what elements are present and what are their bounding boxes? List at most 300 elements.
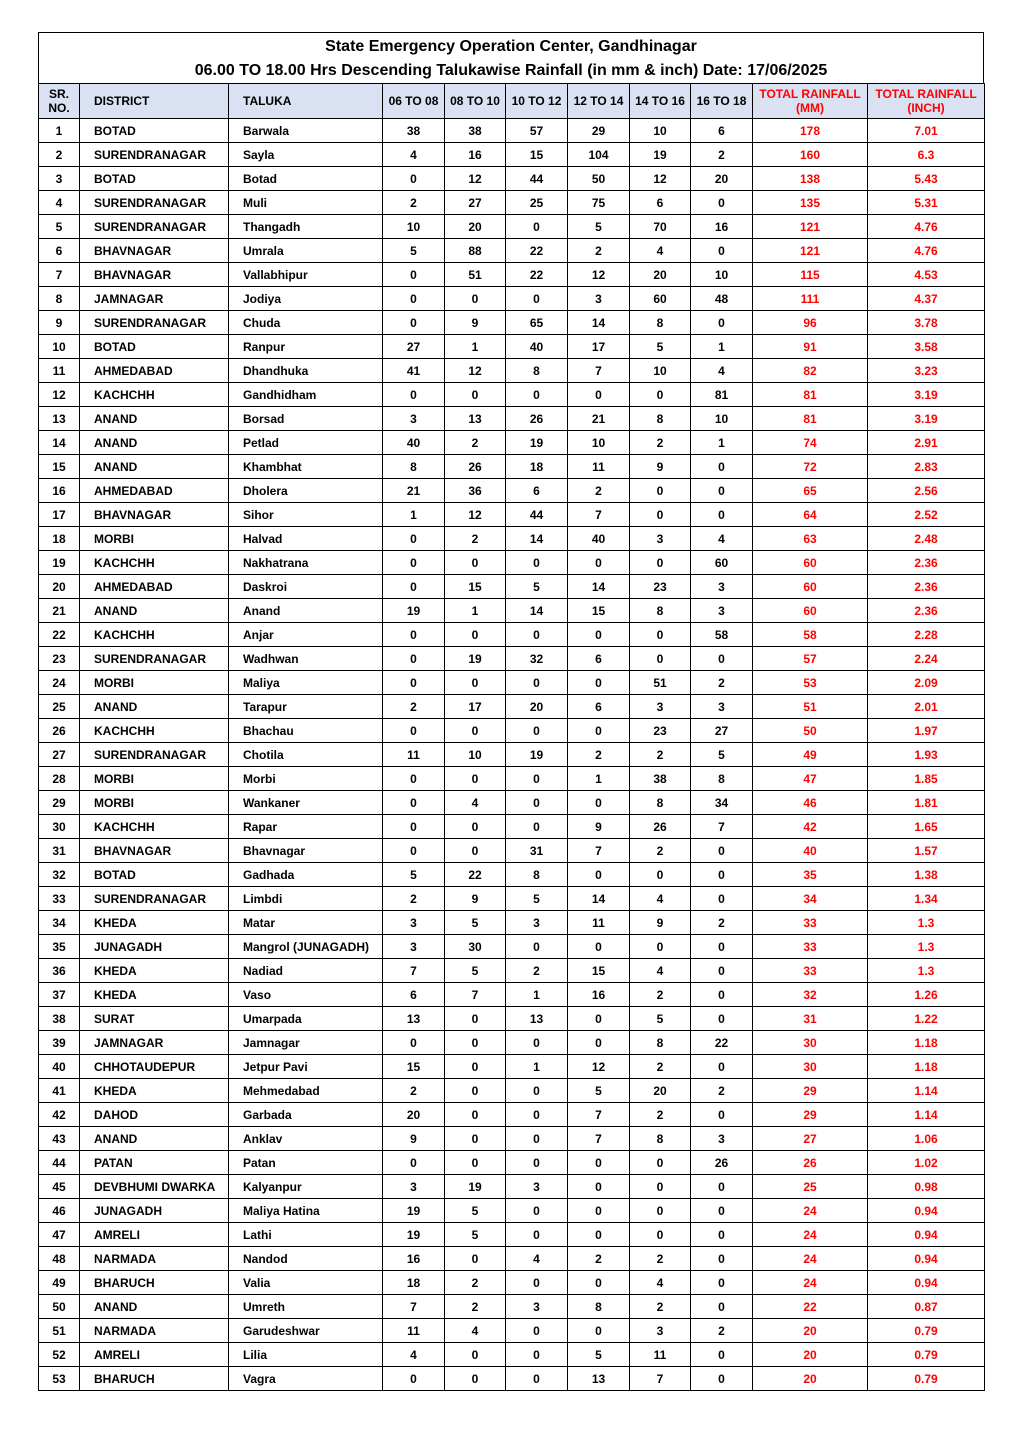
header-taluka: TALUKA: [229, 84, 383, 119]
cell-total-inch: 1.81: [868, 791, 985, 815]
cell-taluka: Umrala: [229, 239, 383, 263]
cell-taluka: Limbdi: [229, 887, 383, 911]
cell-rain-12-14: 12: [568, 263, 630, 287]
table-row: [39, 911, 985, 935]
cell-rain-14-16: 0: [630, 1151, 691, 1175]
cell-rain-16-18: 27: [691, 719, 753, 743]
cell-total-inch: 0.79: [868, 1319, 985, 1343]
cell-rain-16-18: 22: [691, 1031, 753, 1055]
cell-taluka: Wankaner: [229, 791, 383, 815]
cell-total-mm: 30: [753, 1031, 868, 1055]
cell-sr-no: 37: [39, 983, 80, 1007]
cell-rain-10-12: 14: [506, 527, 568, 551]
cell-total-mm: 64: [753, 503, 868, 527]
cell-rain-06-08: 0: [383, 719, 445, 743]
cell-district: SURENDRANAGAR: [80, 887, 229, 911]
cell-rain-06-08: 0: [383, 263, 445, 287]
table-row: [39, 1343, 985, 1367]
cell-total-inch: 1.3: [868, 911, 985, 935]
cell-rain-08-10: 7: [445, 983, 506, 1007]
cell-rain-10-12: 0: [506, 1199, 568, 1223]
cell-sr-no: 8: [39, 287, 80, 311]
cell-total-inch: 2.48: [868, 527, 985, 551]
cell-total-inch: 1.93: [868, 743, 985, 767]
cell-rain-16-18: 2: [691, 911, 753, 935]
cell-total-mm: 51: [753, 695, 868, 719]
cell-rain-14-16: 0: [630, 479, 691, 503]
cell-sr-no: 52: [39, 1343, 80, 1367]
header-16-18: 16 TO 18: [691, 84, 753, 119]
cell-rain-10-12: 20: [506, 695, 568, 719]
cell-rain-16-18: 0: [691, 647, 753, 671]
cell-rain-16-18: 0: [691, 1247, 753, 1271]
cell-rain-10-12: 0: [506, 1151, 568, 1175]
table-row: [39, 839, 985, 863]
cell-total-inch: 6.3: [868, 143, 985, 167]
cell-rain-08-10: 0: [445, 1055, 506, 1079]
cell-rain-16-18: 0: [691, 935, 753, 959]
cell-rain-12-14: 7: [568, 503, 630, 527]
cell-district: BHAVNAGAR: [80, 239, 229, 263]
cell-rain-10-12: 3: [506, 1175, 568, 1199]
cell-rain-12-14: 6: [568, 695, 630, 719]
cell-rain-08-10: 27: [445, 191, 506, 215]
cell-rain-08-10: 0: [445, 671, 506, 695]
cell-district: BOTAD: [80, 335, 229, 359]
cell-rain-06-08: 7: [383, 959, 445, 983]
cell-taluka: Jamnagar: [229, 1031, 383, 1055]
table-row: [39, 1367, 985, 1391]
cell-sr-no: 39: [39, 1031, 80, 1055]
cell-rain-08-10: 0: [445, 1079, 506, 1103]
cell-rain-10-12: 0: [506, 767, 568, 791]
table-row: [39, 935, 985, 959]
cell-taluka: Valia: [229, 1271, 383, 1295]
cell-district: ANAND: [80, 1127, 229, 1151]
cell-taluka: Ranpur: [229, 335, 383, 359]
cell-district: BOTAD: [80, 167, 229, 191]
cell-sr-no: 36: [39, 959, 80, 983]
cell-rain-14-16: 8: [630, 311, 691, 335]
cell-sr-no: 25: [39, 695, 80, 719]
cell-sr-no: 44: [39, 1151, 80, 1175]
cell-rain-14-16: 23: [630, 575, 691, 599]
cell-rain-08-10: 26: [445, 455, 506, 479]
cell-district: DAHOD: [80, 1103, 229, 1127]
cell-rain-16-18: 2: [691, 671, 753, 695]
cell-rain-10-12: 25: [506, 191, 568, 215]
cell-rain-14-16: 8: [630, 1127, 691, 1151]
cell-rain-12-14: 0: [568, 1271, 630, 1295]
cell-rain-12-14: 0: [568, 1223, 630, 1247]
cell-sr-no: 13: [39, 407, 80, 431]
cell-rain-14-16: 11: [630, 1343, 691, 1367]
cell-rain-16-18: 1: [691, 335, 753, 359]
cell-rain-10-12: 0: [506, 671, 568, 695]
cell-rain-14-16: 4: [630, 887, 691, 911]
cell-taluka: Lathi: [229, 1223, 383, 1247]
table-row: [39, 215, 985, 239]
cell-rain-08-10: 0: [445, 383, 506, 407]
cell-rain-16-18: 0: [691, 839, 753, 863]
cell-rain-14-16: 51: [630, 671, 691, 695]
cell-total-mm: 31: [753, 1007, 868, 1031]
table-row: [39, 1295, 985, 1319]
table-row: [39, 575, 985, 599]
cell-rain-10-12: 0: [506, 1031, 568, 1055]
cell-total-mm: 20: [753, 1367, 868, 1391]
cell-taluka: Anand: [229, 599, 383, 623]
cell-rain-16-18: 2: [691, 1079, 753, 1103]
cell-rain-06-08: 0: [383, 839, 445, 863]
cell-sr-no: 4: [39, 191, 80, 215]
cell-rain-14-16: 0: [630, 1199, 691, 1223]
cell-total-mm: 135: [753, 191, 868, 215]
cell-rain-10-12: 0: [506, 1079, 568, 1103]
cell-rain-14-16: 4: [630, 239, 691, 263]
cell-total-inch: 1.14: [868, 1103, 985, 1127]
table-row: [39, 503, 985, 527]
cell-rain-08-10: 51: [445, 263, 506, 287]
cell-taluka: Barwala: [229, 119, 383, 143]
cell-rain-16-18: 0: [691, 503, 753, 527]
cell-taluka: Dholera: [229, 479, 383, 503]
cell-sr-no: 51: [39, 1319, 80, 1343]
cell-rain-14-16: 19: [630, 143, 691, 167]
cell-rain-08-10: 30: [445, 935, 506, 959]
cell-rain-16-18: 3: [691, 695, 753, 719]
cell-total-inch: 1.57: [868, 839, 985, 863]
cell-total-inch: 4.37: [868, 287, 985, 311]
cell-district: BHARUCH: [80, 1271, 229, 1295]
cell-total-inch: 1.02: [868, 1151, 985, 1175]
cell-total-mm: 72: [753, 455, 868, 479]
cell-sr-no: 43: [39, 1127, 80, 1151]
cell-rain-06-08: 2: [383, 887, 445, 911]
cell-district: NARMADA: [80, 1319, 229, 1343]
cell-rain-12-14: 29: [568, 119, 630, 143]
cell-taluka: Sayla: [229, 143, 383, 167]
cell-district: ANAND: [80, 1295, 229, 1319]
cell-rain-06-08: 0: [383, 647, 445, 671]
cell-total-mm: 25: [753, 1175, 868, 1199]
cell-rain-06-08: 0: [383, 311, 445, 335]
cell-rain-16-18: 0: [691, 1103, 753, 1127]
cell-rain-06-08: 0: [383, 383, 445, 407]
table-row: [39, 743, 985, 767]
cell-sr-no: 18: [39, 527, 80, 551]
cell-rain-10-12: 8: [506, 863, 568, 887]
cell-taluka: Rapar: [229, 815, 383, 839]
cell-taluka: Umreth: [229, 1295, 383, 1319]
table-row: [39, 647, 985, 671]
cell-taluka: Morbi: [229, 767, 383, 791]
cell-rain-10-12: 19: [506, 743, 568, 767]
table-row: [39, 1031, 985, 1055]
cell-rain-16-18: 0: [691, 191, 753, 215]
cell-rain-06-08: 0: [383, 287, 445, 311]
cell-rain-12-14: 0: [568, 1031, 630, 1055]
table-row: [39, 1175, 985, 1199]
table-row: [39, 959, 985, 983]
cell-rain-08-10: 12: [445, 167, 506, 191]
cell-rain-12-14: 0: [568, 671, 630, 695]
cell-district: KACHCHH: [80, 383, 229, 407]
cell-total-inch: 2.83: [868, 455, 985, 479]
cell-rain-08-10: 0: [445, 1103, 506, 1127]
cell-total-inch: 1.18: [868, 1031, 985, 1055]
cell-rain-06-08: 19: [383, 599, 445, 623]
cell-district: SURENDRANAGAR: [80, 311, 229, 335]
cell-total-inch: 3.23: [868, 359, 985, 383]
table-row: [39, 455, 985, 479]
cell-rain-08-10: 0: [445, 1007, 506, 1031]
cell-total-mm: 121: [753, 239, 868, 263]
cell-rain-16-18: 0: [691, 863, 753, 887]
cell-rain-12-14: 5: [568, 1343, 630, 1367]
cell-rain-14-16: 70: [630, 215, 691, 239]
cell-district: ANAND: [80, 431, 229, 455]
cell-rain-08-10: 0: [445, 1151, 506, 1175]
cell-taluka: Chotila: [229, 743, 383, 767]
cell-rain-06-08: 0: [383, 1151, 445, 1175]
cell-total-inch: 1.34: [868, 887, 985, 911]
table-row: [39, 1079, 985, 1103]
cell-rain-10-12: 15: [506, 143, 568, 167]
cell-total-inch: 0.87: [868, 1295, 985, 1319]
cell-district: KACHCHH: [80, 719, 229, 743]
table-row: [39, 191, 985, 215]
cell-rain-14-16: 10: [630, 359, 691, 383]
cell-sr-no: 2: [39, 143, 80, 167]
cell-total-mm: 178: [753, 119, 868, 143]
cell-rain-16-18: 0: [691, 1367, 753, 1391]
cell-rain-10-12: 0: [506, 623, 568, 647]
cell-rain-10-12: 32: [506, 647, 568, 671]
cell-sr-no: 1: [39, 119, 80, 143]
cell-rain-06-08: 0: [383, 815, 445, 839]
table-row: [39, 119, 985, 143]
cell-rain-10-12: 22: [506, 263, 568, 287]
cell-rain-08-10: 20: [445, 215, 506, 239]
cell-total-inch: 2.01: [868, 695, 985, 719]
cell-rain-06-08: 19: [383, 1223, 445, 1247]
cell-district: ANAND: [80, 407, 229, 431]
cell-taluka: Umarpada: [229, 1007, 383, 1031]
cell-rain-10-12: 4: [506, 1247, 568, 1271]
cell-rain-08-10: 5: [445, 911, 506, 935]
cell-rain-12-14: 2: [568, 743, 630, 767]
cell-rain-12-14: 0: [568, 1007, 630, 1031]
cell-sr-no: 5: [39, 215, 80, 239]
cell-total-mm: 81: [753, 383, 868, 407]
cell-rain-08-10: 2: [445, 431, 506, 455]
cell-taluka: Mehmedabad: [229, 1079, 383, 1103]
cell-rain-08-10: 36: [445, 479, 506, 503]
cell-district: CHHOTAUDEPUR: [80, 1055, 229, 1079]
report-title: [38, 32, 984, 83]
cell-rain-06-08: 0: [383, 671, 445, 695]
cell-rain-10-12: 1: [506, 1055, 568, 1079]
cell-total-mm: 35: [753, 863, 868, 887]
cell-rain-12-14: 14: [568, 887, 630, 911]
cell-rain-08-10: 0: [445, 1127, 506, 1151]
cell-district: BHAVNAGAR: [80, 263, 229, 287]
cell-rain-16-18: 34: [691, 791, 753, 815]
cell-district: MORBI: [80, 791, 229, 815]
cell-rain-06-08: 0: [383, 527, 445, 551]
cell-rain-12-14: 0: [568, 383, 630, 407]
cell-rain-16-18: 0: [691, 1295, 753, 1319]
cell-rain-10-12: 44: [506, 167, 568, 191]
cell-total-inch: 1.3: [868, 935, 985, 959]
cell-rain-16-18: 0: [691, 1007, 753, 1031]
cell-total-mm: 33: [753, 911, 868, 935]
cell-rain-06-08: 3: [383, 407, 445, 431]
cell-district: BHARUCH: [80, 1367, 229, 1391]
cell-district: KACHCHH: [80, 551, 229, 575]
cell-total-inch: 2.56: [868, 479, 985, 503]
cell-taluka: Petlad: [229, 431, 383, 455]
cell-total-inch: 2.09: [868, 671, 985, 695]
table-row: [39, 407, 985, 431]
cell-rain-16-18: 3: [691, 575, 753, 599]
cell-district: KHEDA: [80, 959, 229, 983]
cell-rain-10-12: 5: [506, 575, 568, 599]
cell-rain-12-14: 1: [568, 767, 630, 791]
cell-rain-14-16: 0: [630, 383, 691, 407]
header-14-16: 14 TO 16: [630, 84, 691, 119]
cell-rain-16-18: 2: [691, 143, 753, 167]
cell-total-inch: 2.52: [868, 503, 985, 527]
cell-sr-no: 30: [39, 815, 80, 839]
cell-rain-14-16: 5: [630, 1007, 691, 1031]
cell-total-mm: 53: [753, 671, 868, 695]
cell-total-mm: 34: [753, 887, 868, 911]
cell-rain-14-16: 3: [630, 1319, 691, 1343]
cell-rain-12-14: 0: [568, 719, 630, 743]
cell-taluka: Jodiya: [229, 287, 383, 311]
cell-sr-no: 16: [39, 479, 80, 503]
cell-rain-08-10: 12: [445, 503, 506, 527]
cell-district: KACHCHH: [80, 623, 229, 647]
cell-taluka: Maliya Hatina: [229, 1199, 383, 1223]
cell-sr-no: 11: [39, 359, 80, 383]
cell-rain-06-08: 8: [383, 455, 445, 479]
cell-rain-10-12: 0: [506, 935, 568, 959]
cell-total-mm: 30: [753, 1055, 868, 1079]
cell-total-mm: 24: [753, 1223, 868, 1247]
cell-rain-14-16: 20: [630, 1079, 691, 1103]
cell-rain-06-08: 10: [383, 215, 445, 239]
cell-total-inch: 0.94: [868, 1223, 985, 1247]
cell-total-mm: 24: [753, 1271, 868, 1295]
cell-sr-no: 24: [39, 671, 80, 695]
cell-taluka: Borsad: [229, 407, 383, 431]
cell-district: AHMEDABAD: [80, 575, 229, 599]
cell-rain-12-14: 50: [568, 167, 630, 191]
cell-district: SURENDRANAGAR: [80, 191, 229, 215]
cell-rain-12-14: 0: [568, 623, 630, 647]
cell-total-inch: 2.91: [868, 431, 985, 455]
cell-taluka: Vagra: [229, 1367, 383, 1391]
cell-rain-14-16: 0: [630, 863, 691, 887]
cell-taluka: Jetpur Pavi: [229, 1055, 383, 1079]
cell-rain-06-08: 0: [383, 623, 445, 647]
cell-rain-08-10: 1: [445, 335, 506, 359]
rainfall-report: [38, 32, 984, 1391]
cell-rain-16-18: 5: [691, 743, 753, 767]
table-row: [39, 767, 985, 791]
cell-rain-14-16: 4: [630, 1271, 691, 1295]
cell-rain-06-08: 3: [383, 935, 445, 959]
cell-sr-no: 9: [39, 311, 80, 335]
cell-rain-10-12: 0: [506, 1223, 568, 1247]
cell-district: AHMEDABAD: [80, 479, 229, 503]
cell-rain-06-08: 0: [383, 1031, 445, 1055]
cell-rain-06-08: 38: [383, 119, 445, 143]
cell-rain-12-14: 40: [568, 527, 630, 551]
table-row: [39, 287, 985, 311]
cell-rain-08-10: 38: [445, 119, 506, 143]
cell-rain-16-18: 26: [691, 1151, 753, 1175]
table-row: [39, 1127, 985, 1151]
cell-total-mm: 60: [753, 599, 868, 623]
title-line-2: 06.00 TO 18.00 Hrs Descending Talukawise Rainfall (in mm & inch) Date: 17/06/2025: [194, 62, 828, 79]
cell-rain-08-10: 0: [445, 287, 506, 311]
cell-total-mm: 42: [753, 815, 868, 839]
cell-sr-no: 32: [39, 863, 80, 887]
cell-rain-10-12: 44: [506, 503, 568, 527]
cell-rain-14-16: 20: [630, 263, 691, 287]
cell-total-inch: 1.26: [868, 983, 985, 1007]
cell-sr-no: 27: [39, 743, 80, 767]
title-line-1: State Emergency Operation Center, Gandhinagar: [325, 38, 697, 55]
cell-rain-14-16: 2: [630, 1247, 691, 1271]
cell-taluka: Bhavnagar: [229, 839, 383, 863]
cell-rain-10-12: 0: [506, 1127, 568, 1151]
cell-sr-no: 33: [39, 887, 80, 911]
cell-district: KHEDA: [80, 983, 229, 1007]
cell-rain-16-18: 6: [691, 119, 753, 143]
cell-rain-08-10: 0: [445, 1031, 506, 1055]
cell-rain-16-18: 20: [691, 167, 753, 191]
cell-district: AHMEDABAD: [80, 359, 229, 383]
cell-rain-14-16: 0: [630, 1223, 691, 1247]
cell-rain-14-16: 2: [630, 431, 691, 455]
cell-rain-14-16: 8: [630, 407, 691, 431]
cell-total-mm: 65: [753, 479, 868, 503]
cell-rain-10-12: 8: [506, 359, 568, 383]
cell-rain-08-10: 1: [445, 599, 506, 623]
cell-rain-08-10: 0: [445, 815, 506, 839]
cell-rain-12-14: 5: [568, 1079, 630, 1103]
cell-rain-06-08: 0: [383, 767, 445, 791]
cell-rain-08-10: 10: [445, 743, 506, 767]
cell-rain-08-10: 88: [445, 239, 506, 263]
cell-rain-08-10: 4: [445, 1319, 506, 1343]
cell-rain-10-12: 19: [506, 431, 568, 455]
cell-rain-10-12: 5: [506, 887, 568, 911]
cell-sr-no: 17: [39, 503, 80, 527]
cell-total-mm: 82: [753, 359, 868, 383]
cell-rain-06-08: 41: [383, 359, 445, 383]
table-row: [39, 1007, 985, 1031]
cell-total-inch: 1.14: [868, 1079, 985, 1103]
cell-rain-12-14: 21: [568, 407, 630, 431]
cell-sr-no: 42: [39, 1103, 80, 1127]
cell-taluka: Nakhatrana: [229, 551, 383, 575]
